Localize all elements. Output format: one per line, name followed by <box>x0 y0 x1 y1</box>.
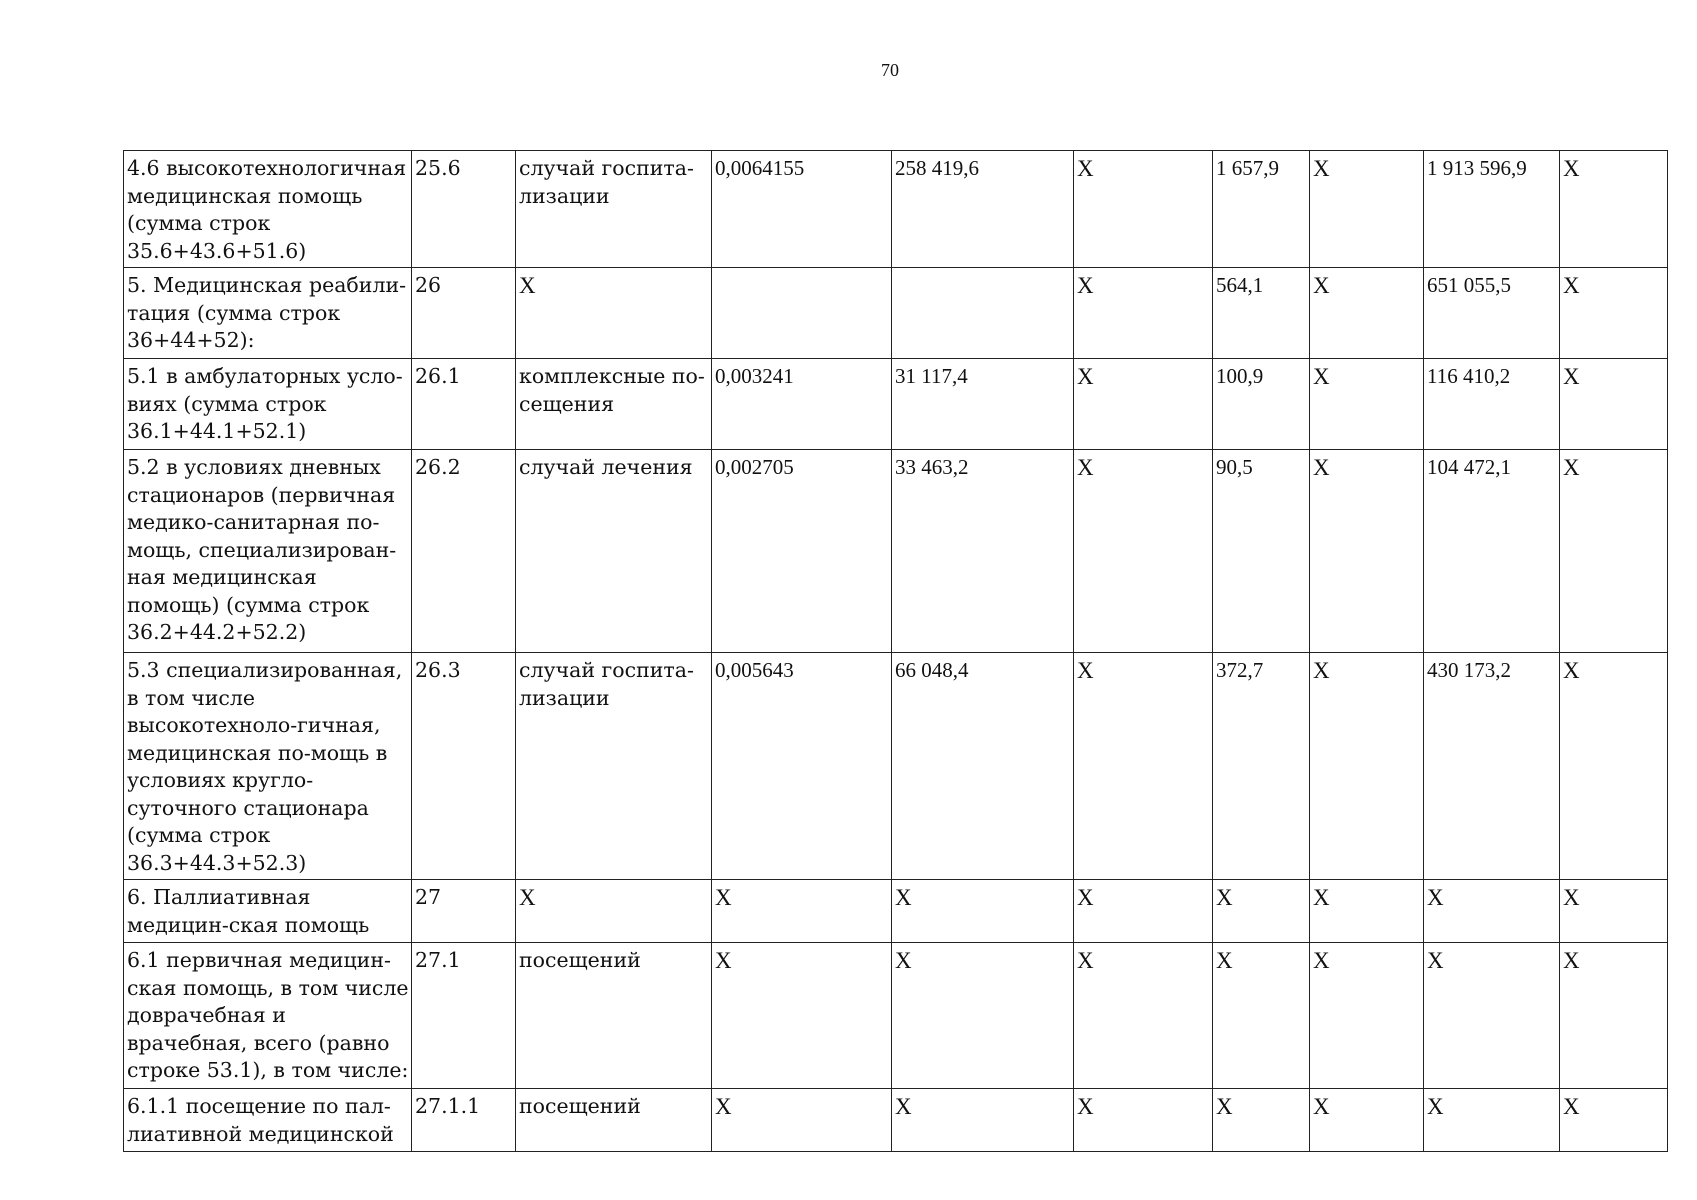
value-cell: Х <box>1310 943 1424 1089</box>
value-cell: 0,002705 <box>712 450 892 653</box>
value-cell <box>712 268 892 359</box>
row-number-cell: 27.1 <box>412 943 516 1089</box>
value-cell: 430 173,2 <box>1424 653 1560 880</box>
value-cell: 104 472,1 <box>1424 450 1560 653</box>
row-name-cell: 6.1.1 посещение по пал-лиативной медицинской <box>124 1089 412 1152</box>
row-name-cell: 5.1 в амбулаторных усло-виях (сумма строк 36.1+44.1+52.1) <box>124 359 412 450</box>
value-cell: 66 048,4 <box>892 653 1074 880</box>
table-row <box>124 653 1668 880</box>
value-cell: Х <box>1213 880 1310 943</box>
value-cell: 90,5 <box>1213 450 1310 653</box>
row-number-cell: 26.1 <box>412 359 516 450</box>
value-cell: Х <box>1310 450 1424 653</box>
value-cell: 31 117,4 <box>892 359 1074 450</box>
unit-cell: Х <box>516 268 712 359</box>
row-number-cell: 27 <box>412 880 516 943</box>
value-cell: Х <box>1074 151 1213 268</box>
row-number-cell: 27.1.1 <box>412 1089 516 1152</box>
unit-cell: случай госпита-лизации <box>516 151 712 268</box>
row-name-cell: 4.6 высокотехнологичная медицинская помощь (сумма строк 35.6+43.6+51.6) <box>124 151 412 268</box>
value-cell <box>892 268 1074 359</box>
value-cell: 0,0064155 <box>712 151 892 268</box>
table-row <box>124 450 1668 653</box>
value-cell: Х <box>1560 450 1668 653</box>
unit-cell: случай лечения <box>516 450 712 653</box>
value-cell: Х <box>1560 880 1668 943</box>
value-cell: 0,005643 <box>712 653 892 880</box>
table-row <box>124 880 1668 943</box>
value-cell: Х <box>1074 268 1213 359</box>
row-name-cell: 5. Медицинская реабили-тация (сумма строк 36+44+52): <box>124 268 412 359</box>
value-cell: Х <box>1074 880 1213 943</box>
value-cell: Х <box>712 1089 892 1152</box>
value-cell: 1 913 596,9 <box>1424 151 1560 268</box>
row-number-cell: 26.3 <box>412 653 516 880</box>
value-cell: Х <box>1310 1089 1424 1152</box>
row-name-cell: 5.3 специализированная, в том числе высокотехноло-гичная, медицинская по-мощь в условиях кругло-суточного стационара (сумма строк 36.3+44.3+52.3) <box>124 653 412 880</box>
value-cell: 1 657,9 <box>1213 151 1310 268</box>
value-cell: Х <box>1310 268 1424 359</box>
value-cell: Х <box>1310 880 1424 943</box>
row-number-cell: 26 <box>412 268 516 359</box>
unit-cell: посещений <box>516 1089 712 1152</box>
data-table <box>123 150 1668 1152</box>
row-name-cell: 6. Паллиативная медицин-ская помощь <box>124 880 412 943</box>
value-cell: Х <box>1074 450 1213 653</box>
value-cell: Х <box>1560 151 1668 268</box>
value-cell: 0,003241 <box>712 359 892 450</box>
value-cell: Х <box>1310 359 1424 450</box>
unit-cell: случай госпита-лизации <box>516 653 712 880</box>
row-number-cell: 25.6 <box>412 151 516 268</box>
value-cell: Х <box>1213 1089 1310 1152</box>
value-cell: Х <box>1560 359 1668 450</box>
value-cell: 100,9 <box>1213 359 1310 450</box>
value-cell: 372,7 <box>1213 653 1310 880</box>
value-cell: Х <box>1560 653 1668 880</box>
value-cell: Х <box>1310 653 1424 880</box>
unit-cell: посещений <box>516 943 712 1089</box>
value-cell: Х <box>1560 943 1668 1089</box>
table-row <box>124 1089 1668 1152</box>
unit-cell: комплексные по-сещения <box>516 359 712 450</box>
value-cell: 116 410,2 <box>1424 359 1560 450</box>
value-cell: Х <box>892 943 1074 1089</box>
unit-cell: Х <box>516 880 712 943</box>
value-cell: 651 055,5 <box>1424 268 1560 359</box>
value-cell: 258 419,6 <box>892 151 1074 268</box>
value-cell: Х <box>1074 943 1213 1089</box>
value-cell: Х <box>892 1089 1074 1152</box>
row-name-cell: 5.2 в условиях дневных стационаров (первичная медико-санитарная по-мощь, специализирован-ная медицинская помощь) (сумма строк 36.2+44.2+52.2) <box>124 450 412 653</box>
value-cell: 33 463,2 <box>892 450 1074 653</box>
value-cell: Х <box>1424 880 1560 943</box>
table-row <box>124 943 1668 1089</box>
value-cell: Х <box>1310 151 1424 268</box>
value-cell: Х <box>1074 653 1213 880</box>
value-cell: Х <box>1074 359 1213 450</box>
table-row <box>124 359 1668 450</box>
value-cell: Х <box>1560 1089 1668 1152</box>
page-number: 70 <box>881 60 899 80</box>
row-name-cell: 6.1 первичная медицин-ская помощь, в том числе доврачебная и врачебная, всего (равно строке 53.1), в том числе: <box>124 943 412 1089</box>
value-cell: Х <box>1213 943 1310 1089</box>
value-cell: Х <box>1560 268 1668 359</box>
value-cell: Х <box>892 880 1074 943</box>
row-number-cell: 26.2 <box>412 450 516 653</box>
value-cell: Х <box>1424 943 1560 1089</box>
value-cell: Х <box>712 943 892 1089</box>
value-cell: Х <box>1424 1089 1560 1152</box>
value-cell: Х <box>712 880 892 943</box>
table-row <box>124 268 1668 359</box>
value-cell: 564,1 <box>1213 268 1310 359</box>
table-row <box>124 151 1668 268</box>
value-cell: Х <box>1074 1089 1213 1152</box>
